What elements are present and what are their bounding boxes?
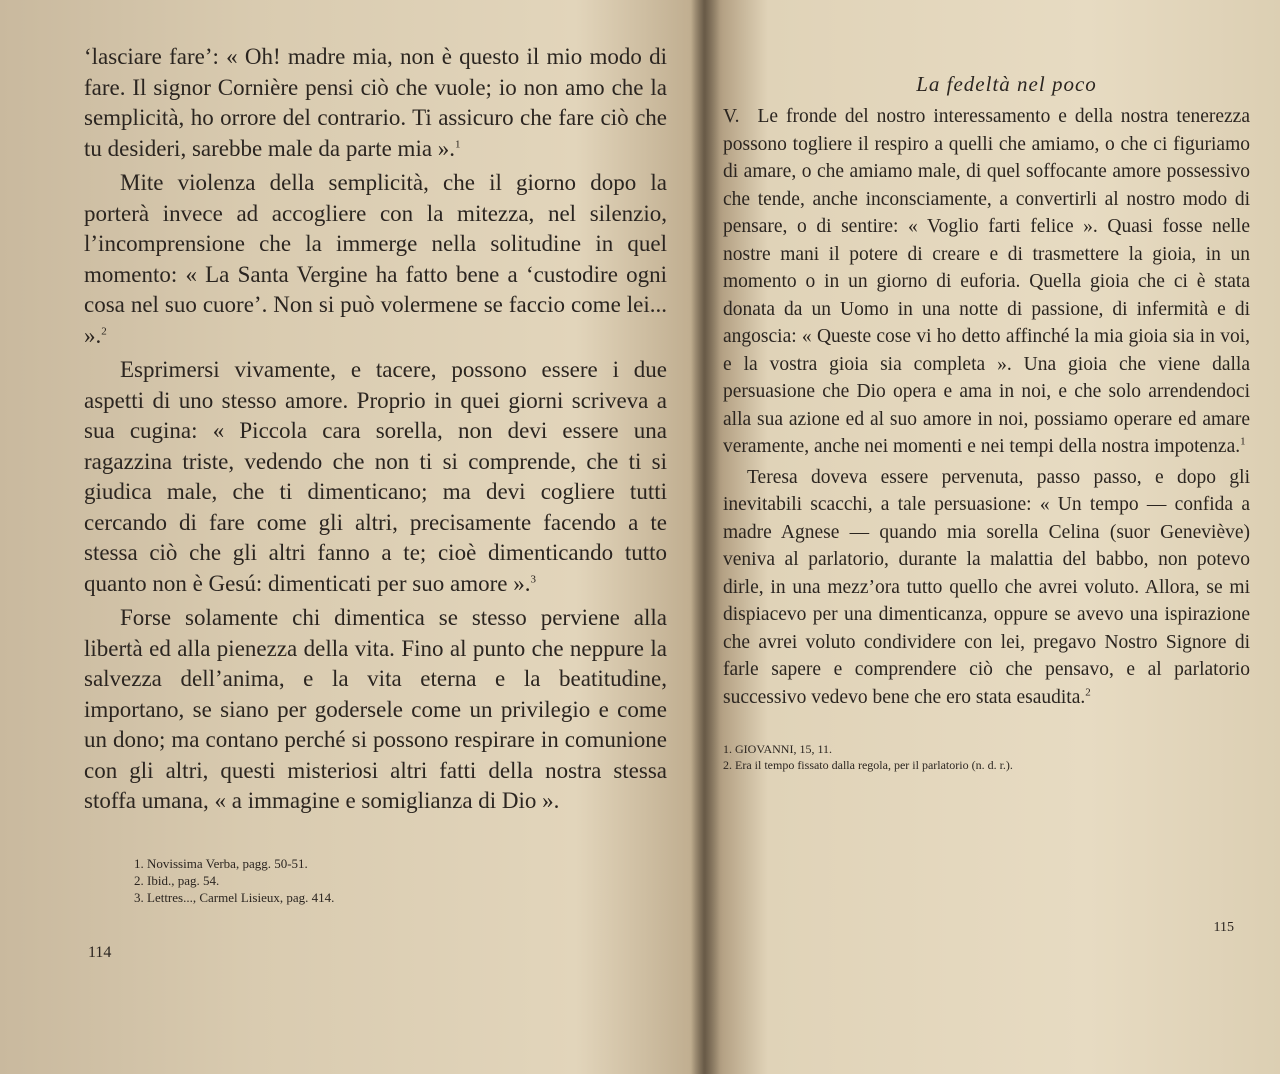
footnote: 2. Ibid., pag. 54. bbox=[134, 872, 220, 888]
note-mark: 2 bbox=[101, 324, 107, 337]
page-number-left: 114 bbox=[88, 944, 112, 961]
chapter-number: V. bbox=[723, 106, 740, 127]
left-paragraph-1-text: ‘lasciare fare’: « Oh! madre mia, non è questo il mio modo di fare. Il signor Cornière pensi ciò che vuole; io non amo che la semplicità, ho orrore del contrario. Ti assicuro che fare ciò che tu desideri, sarebbe male da parte mia ». bbox=[84, 44, 667, 161]
footnote: 1. GIOVANNI, 15, 11. bbox=[723, 742, 832, 756]
right-paragraph-1-text: Le fronde del nostro interessamento e della nostra tenerezza possono togliere il respiro a quelli che amiamo, o che ci figuriamo di amare, o che amiamo male, di quel soffocante amore possessivo che tende, anche inconsciamente, a convertirli al nostro modo di pensare, o di sentire: « Voglio farti felice ». Quasi fosse nelle nostre mani il potere di creare e di trasmettere la gioia, in un momento o in un giorno di euforia. Quella gioia che ci è stata donata da un Uomo in una notte di passione, di infermità e di angoscia: « Queste cose vi ho detto affinché la mia gioia sia in voi, e la vostra gioia sia completa ». Una gioia che viene dalla persuasione che Dio opera e ama in noi, e che solo arrendendoci alla sua azione ed al suo amore in noi, possiamo operare ed amare veramente, anche nei momenti e nei tempi della nostra impotenza. bbox=[723, 106, 1250, 457]
note-mark: 1 bbox=[455, 137, 461, 150]
right-page bbox=[705, 0, 1280, 1074]
left-paragraph-3-text: Esprimersi vivamente, e tacere, possono essere i due aspetti di uno stesso amore. Proprio in quei giorni scriveva a sua cugina: « Piccola cara sorella, non devi essere una ragazzina triste, vedendo che non ti si comprende, che ti si giudica male, che ti dimenticano; ma devi cogliere tutti cercando di fare come gli altri, precisamente facendo a te stessa ciò che gli altri fanno a te; cioè dimenticando tutto quanto non è Gesú: dimenticati per suo amore ». bbox=[84, 357, 667, 596]
right-page-body bbox=[723, 103, 1250, 711]
page-number-right: 115 bbox=[1213, 920, 1234, 935]
right-paragraph-2-text: Teresa doveva essere pervenuta, passo passo, e dopo gli inevitabili scacchi, a tale persuasione: « Un tempo — confida a madre Agnese — quando mia sorella Celina (suor Geneviève) veniva al parlatorio, durante la malattia del babbo, non potevo dirle, in una mezz’ora tutto quello che avrei voluto. Allora, se mi dispiacevo per una dimenticanza, oppure se avevo una ispirazione che avrei voluto condividere con lei, pregavo Nostro Signore di farle sapere e comprendere ciò che pensavo, e al parlatorio successivo vedevo bene che ero stata esaudita. bbox=[723, 466, 1250, 708]
running-head: La fedeltà nel poco bbox=[916, 72, 1097, 96]
footnote: 1. Novissima Verba, pagg. 50-51. bbox=[134, 855, 308, 871]
left-paragraph-1 bbox=[84, 42, 667, 164]
note-mark: 3 bbox=[530, 572, 536, 585]
left-page-body bbox=[84, 42, 667, 817]
right-paragraph-2 bbox=[723, 464, 1250, 712]
note-mark: 2 bbox=[1085, 686, 1091, 698]
left-paragraph-2-text: Mite violenza della semplicità, che il giorno dopo la porterà invece ad accogliere con la mitezza, nel silenzio, l’incomprensione che la immerge nella solitudine in quel momento: « La Santa Vergine ha fatto bene a ‘custodire ogni cosa nel suo cuore’. Non si può volermene se faccio come lei... ». bbox=[84, 170, 667, 348]
left-footnotes bbox=[134, 855, 667, 906]
right-paragraph-1 bbox=[723, 103, 1250, 461]
left-paragraph-4: Forse solamente chi dimentica se stesso perviene alla libertà ed alla pienezza della vita. Fino al punto che neppure la salvezza dell’anima, e la vita eterna e la beatitudine, importano, se siano per godersele come un privilegio e come un dono; ma contano perché si possono respirare in comunione con gli altri, questi misteriosi altri fatti della nostra stessa stoffa umana, « a immagine e somiglianza di Dio ». bbox=[84, 605, 667, 813]
footnote: 3. Lettres..., Carmel Lisieux, pag. 414. bbox=[134, 889, 335, 905]
right-footnotes bbox=[723, 741, 1250, 773]
left-paragraph-2 bbox=[84, 168, 667, 351]
footnote: 2. Era il tempo fissato dalla regola, per il parlatorio (n. d. r.). bbox=[723, 758, 1013, 772]
note-mark: 1 bbox=[1240, 435, 1246, 448]
left-paragraph-3 bbox=[84, 355, 667, 599]
